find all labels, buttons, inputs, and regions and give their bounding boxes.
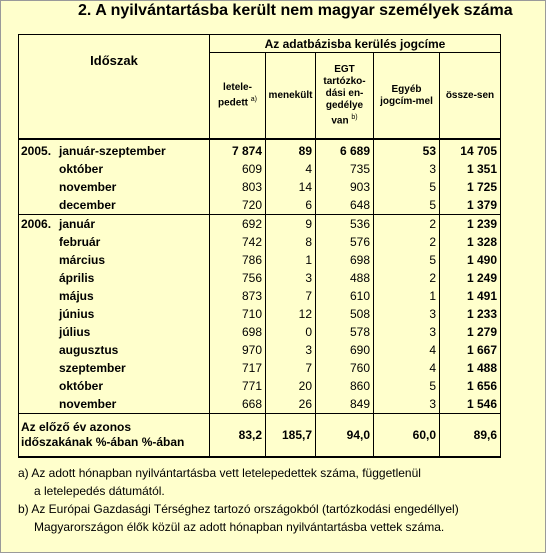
value-cell: 690: [316, 341, 374, 359]
value-cell: 5: [374, 178, 440, 196]
value-cell: 3: [374, 395, 440, 414]
table-row: [19, 233, 501, 251]
value-cell: 26: [266, 395, 316, 414]
footnote-b-cont: Magyarországon élők közül az adott hónapban nyilvántartásba vettek száma.: [34, 520, 445, 534]
table-row: [19, 215, 501, 234]
period-cell: november: [19, 178, 210, 196]
value-cell: 3: [374, 305, 440, 323]
value-cell: 14 705: [440, 139, 501, 160]
value-cell: 1 667: [440, 341, 501, 359]
table-row: [19, 395, 501, 414]
column-header: össze-sen: [440, 53, 501, 140]
summary-row: [19, 414, 501, 458]
period-cell: október: [19, 377, 210, 395]
value-cell: 7: [266, 359, 316, 377]
value-cell: 720: [210, 196, 266, 215]
period-cell: május: [19, 287, 210, 305]
value-cell: 20: [266, 377, 316, 395]
value-cell: 9: [266, 215, 316, 234]
value-cell: 610: [316, 287, 374, 305]
table-row: [19, 160, 501, 178]
value-cell: 3: [374, 323, 440, 341]
value-cell: 710: [210, 305, 266, 323]
column-header: Egyéb jogcím-mel: [374, 53, 440, 140]
footnote-a: a) Az adott hónapban nyilvántartásba vett letelepedettek száma, függetlenül: [18, 466, 421, 480]
value-cell: 849: [316, 395, 374, 414]
value-cell: 1 490: [440, 251, 501, 269]
value-cell: 742: [210, 233, 266, 251]
column-header: EGT tartózko-dási en-gedélye van $^{b)}$: [316, 53, 374, 140]
summary-label: Az előző év azonos időszakának %-ában %-ában: [19, 414, 210, 458]
summary-value: 185,7: [266, 414, 316, 458]
footnotes: [18, 464, 528, 536]
value-cell: 1: [374, 287, 440, 305]
period-cell: február: [19, 233, 210, 251]
value-cell: 648: [316, 196, 374, 215]
table-row: [19, 196, 501, 215]
value-cell: 698: [210, 323, 266, 341]
value-cell: 578: [316, 323, 374, 341]
table-row: [19, 341, 501, 359]
value-cell: 508: [316, 305, 374, 323]
period-cell: március: [19, 251, 210, 269]
value-cell: 6 689: [316, 139, 374, 160]
value-cell: 3: [374, 160, 440, 178]
summary-value: 94,0: [316, 414, 374, 458]
value-cell: 0: [266, 323, 316, 341]
footnote-a-cont: a letelepedés dátumától.: [34, 484, 165, 498]
summary-value: 60,0: [374, 414, 440, 458]
value-cell: 1 725: [440, 178, 501, 196]
value-cell: 7 874: [210, 139, 266, 160]
value-cell: 1 546: [440, 395, 501, 414]
table-row: [19, 139, 501, 160]
value-cell: 860: [316, 377, 374, 395]
table-row: [19, 359, 501, 377]
period-cell: 2005. január-szeptember: [19, 139, 210, 160]
value-cell: 698: [316, 251, 374, 269]
data-table: [18, 34, 501, 458]
value-cell: 53: [374, 139, 440, 160]
value-cell: 576: [316, 233, 374, 251]
period-cell: augusztus: [19, 341, 210, 359]
value-cell: 5: [374, 251, 440, 269]
period-cell: november: [19, 395, 210, 414]
period-cell: szeptember: [19, 359, 210, 377]
value-cell: 4: [374, 341, 440, 359]
value-cell: 609: [210, 160, 266, 178]
summary-value: 83,2: [210, 414, 266, 458]
value-cell: 803: [210, 178, 266, 196]
value-cell: 2: [374, 233, 440, 251]
value-cell: 717: [210, 359, 266, 377]
period-cell: 2006. január: [19, 215, 210, 234]
value-cell: 4: [266, 160, 316, 178]
value-cell: 1 491: [440, 287, 501, 305]
value-cell: 14: [266, 178, 316, 196]
value-cell: 2: [374, 269, 440, 287]
value-cell: 5: [374, 196, 440, 215]
value-cell: 903: [316, 178, 374, 196]
table-row: [19, 287, 501, 305]
value-cell: 786: [210, 251, 266, 269]
table-row: [19, 269, 501, 287]
value-cell: 970: [210, 341, 266, 359]
value-cell: 2: [374, 215, 440, 234]
legal-basis-header: Az adatbázisba kerülés jogcíme: [210, 35, 501, 53]
value-cell: 771: [210, 377, 266, 395]
summary-value: 89,6: [440, 414, 501, 458]
value-cell: 760: [316, 359, 374, 377]
footnote-b: b) Az Európai Gazdasági Térséghez tartozó országokból (tartózkodási engedéllyel): [18, 502, 459, 516]
value-cell: 1: [266, 251, 316, 269]
value-cell: 1 351: [440, 160, 501, 178]
value-cell: 1 279: [440, 323, 501, 341]
value-cell: 12: [266, 305, 316, 323]
period-cell: december: [19, 196, 210, 215]
value-cell: 7: [266, 287, 316, 305]
table-row: [19, 377, 501, 395]
period-header: Időszak: [19, 35, 210, 140]
value-cell: 536: [316, 215, 374, 234]
value-cell: 488: [316, 269, 374, 287]
period-cell: július: [19, 323, 210, 341]
table-row: [19, 178, 501, 196]
page-title: 2. A nyilvántartásba került nem magyar személyek száma: [78, 2, 513, 19]
column-header: menekült: [266, 53, 316, 140]
value-cell: 1 656: [440, 377, 501, 395]
period-cell: április: [19, 269, 210, 287]
value-cell: 873: [210, 287, 266, 305]
value-cell: 1 239: [440, 215, 501, 234]
period-cell: október: [19, 160, 210, 178]
value-cell: 735: [316, 160, 374, 178]
value-cell: 8: [266, 233, 316, 251]
value-cell: 692: [210, 215, 266, 234]
value-cell: 756: [210, 269, 266, 287]
period-cell: június: [19, 305, 210, 323]
value-cell: 3: [266, 269, 316, 287]
value-cell: 1 488: [440, 359, 501, 377]
value-cell: 3: [266, 341, 316, 359]
column-header: letele-pedett $^{a)}$: [210, 53, 266, 140]
table-row: [19, 251, 501, 269]
table-row: [19, 323, 501, 341]
value-cell: 1 233: [440, 305, 501, 323]
value-cell: 4: [374, 359, 440, 377]
value-cell: 89: [266, 139, 316, 160]
value-cell: 5: [374, 377, 440, 395]
value-cell: 1 249: [440, 269, 501, 287]
table-row: [19, 305, 501, 323]
value-cell: 1 379: [440, 196, 501, 215]
value-cell: 1 328: [440, 233, 501, 251]
value-cell: 668: [210, 395, 266, 414]
value-cell: 6: [266, 196, 316, 215]
